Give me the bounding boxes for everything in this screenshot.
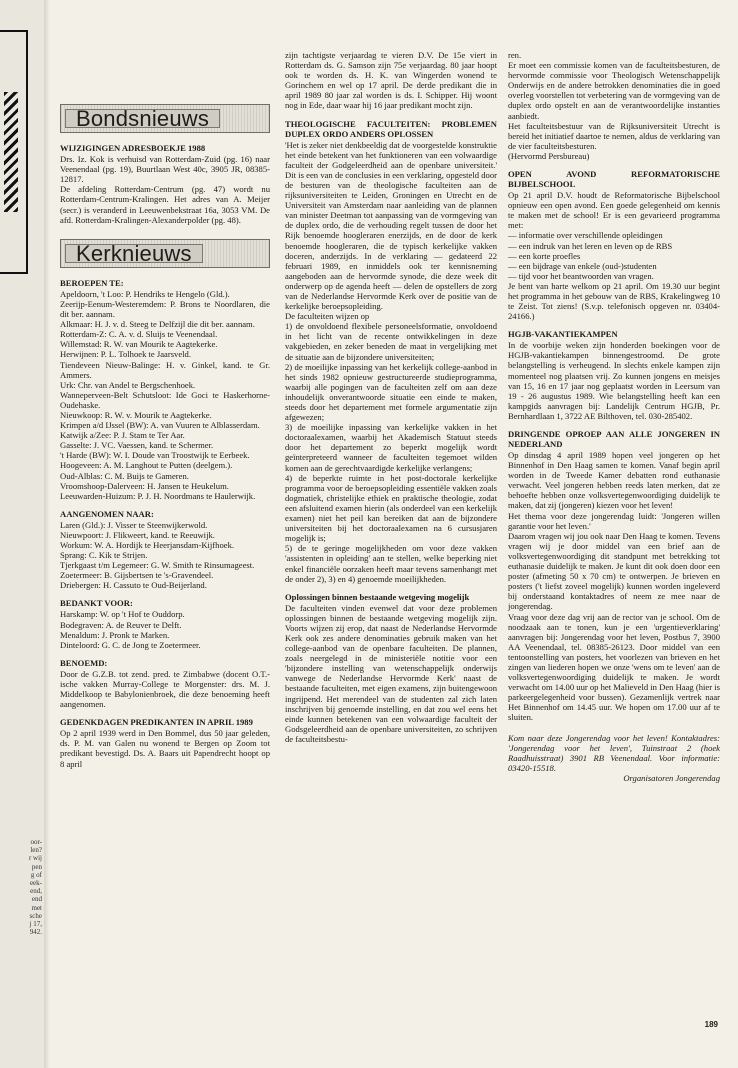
list-item: Urk: Chr. van Andel te Bergschenhoek. [60, 379, 196, 390]
list-item: Zeerijp-Eenum-Westeremdem: P. Brons te Noordlaren, die dit ber. aannam. [60, 298, 270, 320]
list-item: Nieuwpoort: J. Flikweert, kand. te Reeuwijk. [60, 529, 215, 540]
list-item: Laren (Gld.): J. Visser te Steenwijkerwold. [60, 519, 208, 530]
paragraph: Daarom vragen wij jou ook naar Den Haag te komen. Tevens vragen wij je door middel van een brief aan de volksvertegenwoordiging dit standpunt met betrekking tot euthanasie duidelijk te maken. Je kunt dit ook doen door een poster (afmeting 50 x 70 cm) te ontwerpen. Je brieven en posters ('t liefst zoveel mogelijk) kunnen worden ingeleverd bij onderstaand kontaktadres of neem ze mee naar de jongerendag. [508, 530, 720, 612]
heading-adresboekje: WIJZIGINGEN ADRESBOEKJE 1988 [60, 143, 206, 154]
paragraph: Je bent van harte welkom op 21 april. Om 19.30 uur begint het programma in het gebouw van de RBS, Krakelingweg 10 te Zeist. Tot ziens! (S.v.p. telefonisch opgeven nr. 03404-24166.) [508, 280, 720, 322]
list-item: — tijd voor het beantwoorden van vragen. [508, 270, 654, 281]
list-item: Rotterdam-Z: C. A. v. d. Sluijs te Veenendaal. [60, 329, 218, 340]
list-item: Sprang: C. Kik te Strijen. [60, 550, 148, 561]
paragraph: Het thema voor deze jongerendag luidt: 'Jongeren willen garantie voor het leven.' [508, 510, 720, 531]
paragraph: 4) de beperkte ruimte in het post-doctorale kerkelijke programma voor de beroepsopleiding essentiële vakken zoals dogmatiek, christelijke ethiek en praktische theologie, zodat een afsluitend examen hierin (als onderdeel van een kerkelijk examen) niet het peil kan bereiken dat aan de bijzondere universiteiten bij het doctoraalexamen na 6 cursusjaren mogelijk is; [285, 472, 497, 544]
heading-oplossingen: Oplossingen binnen bestaande wetgeving mogelijk [285, 591, 470, 602]
paragraph: Op dinsdag 4 april 1989 hopen veel jongeren op het Binnenhof in Den Haag samen te komen. Vanaf begin april worden in de Tweede Kamer debatten rond euthanasie verwacht. Veel jongeren hebben reeds laten merken, dat ze behoefte hebben onze volksvertegenwoordiging duidelijk te maken, dat zij (jongeren) kiezen voor het leven! [508, 450, 720, 511]
paragraph: Drs. Iz. Kok is verhuisd van Rotterdam-Zuid (pg. 16) naar Veenendaal (pg. 19), Buurtlaan West 40c, 3905 JR, 08385-12817. [60, 154, 270, 185]
column-middle [285, 50, 497, 744]
heading-gedenkdagen: GEDENKDAGEN PREDIKANTEN IN APRIL 1989 [60, 717, 253, 728]
list-item: Wanneperveen-Belt Schutsloot: Ide Goci te Haskerhorne-Oudehaske. [60, 389, 270, 410]
list-item: Vroomshoop-Dalerveen: H. Jansen te Heukelum. [60, 480, 229, 491]
list-item: Apeldoorn, 't Loo: P. Hendriks te Hengelo (Gld.). [60, 288, 230, 299]
list-item: — een korte proefles [508, 250, 581, 261]
list-item: Tiendeveen Nieuw-Balinge: H. v. Ginkel, kand. te Gr. Ammers. [60, 359, 270, 380]
list-item: — informatie over verschillende opleidingen [508, 230, 663, 241]
list-item: Zoetermeer: B. Gijsbertsen te 's-Gravendeel. [60, 570, 214, 581]
heading-beroepen: BEROEPEN TE: [60, 277, 124, 288]
paragraph: Door de G.Z.B. tot zend. pred. te Zimbabwe (docent O.T.-ische vakken Murray-College te Morgenster: drs. M. J. Middelkoop te Babylonienbroek, die deze benoeming heeft aangenomen. [60, 668, 270, 710]
list-item: Dinteloord: G. C. de Jong te Zoetermeer. [60, 639, 201, 650]
paragraph: Het faculteitsbestuur van de Rijksuniversiteit Utrecht is bereid het initiatief daartoe te nemen, aldus de verklaring van de vier faculteitsbesturen. [508, 120, 720, 151]
page-number: 189 [704, 1020, 718, 1029]
kerknieuws-banner [60, 239, 270, 268]
list-item: Leeuwarden-Huizum: P. J. H. Noordmans te Haulerwijk. [60, 490, 256, 501]
paragraph: De faculteiten vinden evenwel dat voor deze problemen oplossingen binnen de bestaande wetgeving mogelijk zijn. Voorts wijzen zij erop, dat naast de Nederlandse Hervormde Kerk ook zes andere denominaties gebruik maken van het college-aanbod van de openbare faculteiten. De plannen, zoals neergelegd in de ministeriële notitie voor een 'bijzondere instelling van wetenschappelijk onderwijs vanwege de Nederlandse Hervormde Kerk' naast de bestaande faculteiten, met eigen examens, zijn buitengewoon ingrijpend. Het merendeel van de studenten zal zich laten inschrijven bij genoemde instelling, en dat zou wel eens het einde kunnen betekenen van een volwaardige faculteit der Godsgeleerdheid aan de openbare universiteiten, zo schrijven de faculteitsbestu- [285, 602, 497, 744]
adjacent-page-edge [0, 0, 45, 1068]
list-item: Herwijnen: P. L. Tolhoek te Jaarsveld. [60, 349, 191, 360]
heading-bedankt: BEDANKT VOOR: [60, 598, 133, 609]
list-item: Menaldum: J. Pronk te Marken. [60, 629, 170, 640]
list-item: Katwijk a/Zee: P. J. Stam te Ter Aar. [60, 430, 185, 441]
paragraph: ren. [508, 50, 522, 60]
paragraph: Er moet een commissie komen van de faculteitsbesturen, de hervormde commissie voor Theologisch Wetenschappelijk Onderwijs en de andere betrokken denominaties die in goed overleg voorstellen tot verbetering van de vormgeving van de duplex ordo opstelt en aan de verantwoordelijke instanties aanbiedt. [508, 60, 720, 121]
list-item: — een indruk van het leren en leven op de RBS [508, 240, 673, 251]
column-left [60, 0, 270, 769]
paragraph: Vraag voor deze dag vrij aan de rector van je school. Om de noodzaak aan te tonen, kun je een 'urgentieverklaring' aanvragen bij: Jongerendag voor het leven, Postbus 7, 3900 AA Veenendaal, tel. 08385-26123. Door middel van een tentoonstelling van posters, het voorlezen van brieven en het zingen van liederen hopen we onze 'wens om te leven' aan de volksvertegenwoordiging duidelijk te maken. Je wordt verwacht om 14.00 uur op het Malieveld in Den Haag (hier is parkeergelegenheid voor bussen). Gezamenlijk vertrek naar Het Binnenhof om 14.45 uur. We hopen om 17.00 uur af te sluiten. [508, 611, 720, 723]
paragraph: Op 21 april D.V. houdt de Reformatorische Bijbelschool opnieuw een open avond. Een goede gelegenheid om kennis te maken met de school! Er is een gevarieerd programma met: [508, 190, 720, 231]
paragraph: In de voorbije weken zijn honderden boekingen voor de HGJB-vakantiekampen binnengestroomd. De grote belangstelling is verheugend. In slechts enkele kampen zijn momenteel nog plaatsen vrij. Zo kunnen jongens en meisjes van 15, 16 en 17 jaar nog geplaatst worden in Leersum van 19 - 26 augustus 1989. Wie belangstelling heeft kan een kampgids aanvragen bij: Landelijk Centrum HGJB, Pr. Bernhardlaan 1, 3722 AE Bilthoven, tel. 030-285402. [508, 340, 720, 421]
paragraph: 2) de moeilijke inpassing van het kerkelijk college-aanbod in het sinds 1982 opnieuw gestructureerde studieprogramma, waarbij alle pogingen van de faculteiten zelf om aan deze inhoudelijk onverantwoorde situatie een einde te maken, steeds door het departement met formele argumentatie zijn afgewezen; [285, 361, 497, 423]
heading-aangenomen: AANGENOMEN NAAR: [60, 508, 154, 519]
kerknieuws-title: Kerknieuws [65, 244, 203, 263]
heading-theologische-faculteiten: THEOLOGISCHE FACULTEITEN: PROBLEMEN DUPLEX ORDO ANDERS OPLOSSEN [285, 118, 497, 139]
heading-open-avond: OPEN AVOND REFORMATORISCHE BIJBELSCHOOL [508, 169, 720, 190]
list-item: Workum: W. A. Hordijk te Heerjansdam-Kijfhoek. [60, 540, 235, 550]
paragraph: 1) de onvoldoend flexibele personeelsformatie, onvoldoend in het licht van de recente ontwikkelingen in deze vakgebieden, en zeker beneden de maat in vergelijking met de situatie aan de bijzondere universiteiten; [285, 321, 497, 362]
paragraph: zijn tachtigste verjaardag te vieren D.V. De 15e viert in Rotterdam ds. G. Samson zijn 75e verjaardag. 80 jaar hoopt ook te worden ds. H. K. van Wingerden wonend te Gorinchem en wel op 17 april. De derde predikant die in april 1989 80 jaar zal worden is ds. I. Schipper. Hij woont nog in Ede, daar waar hij 16 jaar predikant mocht zijn. [285, 50, 497, 111]
paragraph: 3) de moeilijke inpassing van kerkelijke vakken in het doctoraalexamen, waarbij het Akademisch Statuut steeds door het departement zo beperkt mogelijk wordt geïnterpreteerd wanneer de faculteiten tegemoet wilden komen aan de gerechtvaardigde kerkelijke verlangens; [285, 422, 497, 473]
list-item: — een bijdrage van enkele (oud-)studenten [508, 260, 657, 271]
list-item: Oud-Alblas: C. M. Buijs te Gameren. [60, 470, 189, 481]
adjacent-page-text-fragment: oor- len? r wij pen g of eek- end, end met sche j 17, 942. [28, 838, 42, 937]
signature: Organisatoren Jongerendag [623, 772, 720, 783]
heading-hgjb: HGJB-VAKANTIEKAMPEN [508, 329, 618, 340]
list-item: Driebergen: H. Cassuto te Oud-Beijerland. [60, 580, 207, 591]
heading-benoemd: BENOEMD: [60, 657, 108, 668]
list-item: Nieuwkoop: R. W. v. Mourik te Aagtekerke. [60, 409, 212, 420]
paragraph: (Hervormd Persbureau) [508, 150, 590, 161]
heading-dringende-oproep: DRINGENDE OPROEP AAN ALLE JONGEREN IN NEDERLAND [508, 429, 720, 449]
paragraph: De afdeling Rotterdam-Centrum (pg. 47) wordt nu Rotterdam-Centrum-Kralingen. Het adres van A. Meijer (secr.) is veranderd in Leeuwenbekstraat 16a, 3053 VM. De afd. Rotterdam-Kralingen-Alexanderpolder (pg. 48). [60, 184, 270, 225]
list-item: Gasselte: J. VC. Vaessen, kand. te Schermer. [60, 440, 214, 451]
list-item: Harskamp: W. op 't Hof te Ouddorp. [60, 609, 185, 620]
list-item: Bodegraven: A. de Reuver te Delft. [60, 619, 182, 630]
bondsnieuws-title: Bondsnieuws [65, 109, 220, 128]
list-item: Hoogeveen: A. M. Langhout te Putten (deelgem.). [60, 460, 233, 471]
adjacent-page-graphic [0, 30, 28, 274]
list-item: 't Harde (BW): W. I. Doude van Troostwijk te Eerbeek. [60, 450, 250, 461]
column-right [508, 50, 720, 783]
list-item: Willemstad: R. W. van Mourik te Aagtekerke. [60, 339, 218, 350]
list-item: Alkmaar: H. J. v. d. Steeg te Delfzijl die dit ber. aannam. [60, 319, 255, 330]
paragraph: Op 2 april 1939 werd in Den Bommel, dus 50 jaar geleden, ds. P. M. van Galen nu wonend te Bergen op Zoom tot predikant bevestigd. Ds. A. Baars uit Papendrecht hoopt op 8 april [60, 728, 270, 769]
closing-note: Kom naar deze Jongerendag voor het leven! Kontaktadres: 'Jongerendag voor het leven', Tuinstraat 2 (hoek Raadhuisstraat) 3901 RB Veenendaal. Voor informatie: 03420-15518. [508, 732, 720, 773]
page-fold-shadow [44, 0, 50, 1068]
paragraph: 5) de te geringe mogelijkheden om voor deze vakken 'assistenten in opleiding' aan te stellen, welke beperking niet enkel financiële oorzaken heeft maar tevens samenhangt met de onder 2), 3) en 4) genoemde moeilijkheden. [285, 543, 497, 584]
paragraph: 'Het is zeker niet denkbeeldig dat de voorgestelde konstruktie het einde betekent van het funktioneren van een volwaardige faculteit der Godgeleerdheid aan de openbare universiteit.' Dit is een van de conclusies in een verklaring, opgesteld door de besturen van de theologische faculteiten aan de rijksuniversiteiten te Leiden, Groningen en Utrecht en de Universiteit van Amsterdam naar aanleiding van de plannen van minister Deetman tot aanpassing van de vormgeving van de duplex ordo, die de verhouding regelt tussen de door het Rijk benoemde hoogleraren enerzijds, en de door de kerk benoemde hoogleraren, die de typisch kerkelijke vakken doceren, anderzijds. In de verklaring — gedateerd 22 februari 1989, en inmiddels ook ter kennisneming aangeboden aan de hervormde synode, die deze week dit onderwerp op de agenda heeft — delen de opstellers de zorg van de Nederlandse Hervormde Kerk over de positie van de kerkelijke beroepsopleiding. [285, 139, 497, 312]
list-item: Tjerkgaast t/m Legemeer: G. W. Smith te Rinsumageest. [60, 560, 255, 571]
paragraph: De faculteiten wijzen op [285, 311, 370, 322]
list-item: Krimpen a/d IJssel (BW): A. van Vuuren te Alblasserdam. [60, 420, 260, 431]
bondsnieuws-banner [60, 104, 270, 133]
